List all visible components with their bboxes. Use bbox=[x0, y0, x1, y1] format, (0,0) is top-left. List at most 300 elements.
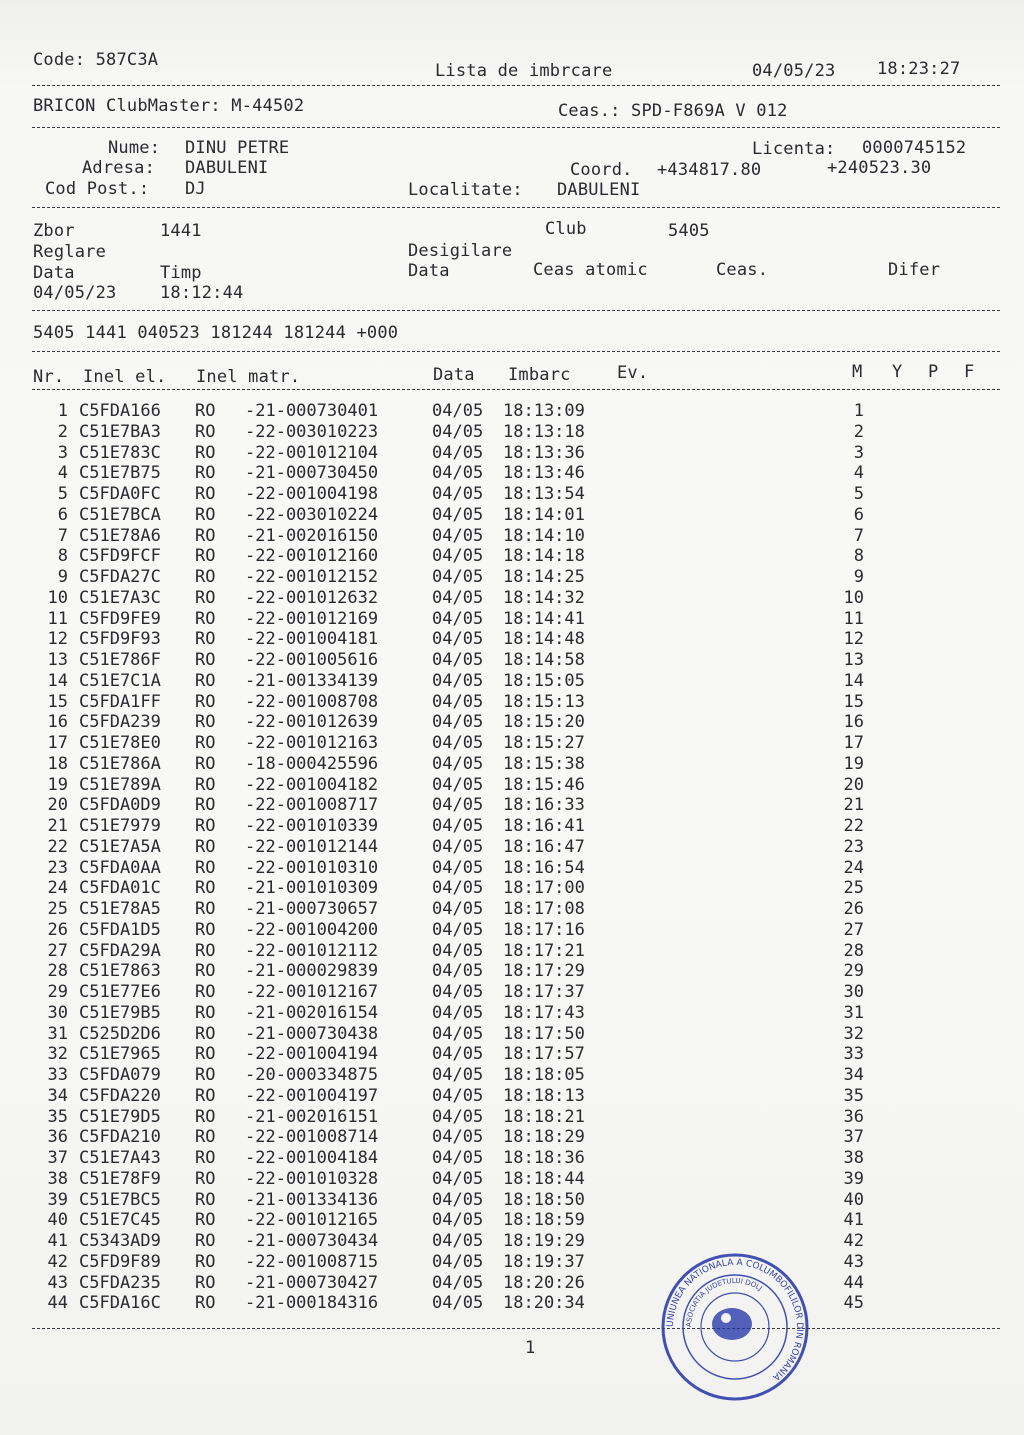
code-label: Code: 587C3A bbox=[33, 50, 159, 70]
ring-number: -22-001008715 bbox=[245, 1251, 379, 1272]
owner-address: DABULENI bbox=[185, 158, 269, 178]
row-number: 12 bbox=[47, 629, 68, 650]
arrival-time: 18:16:47 bbox=[503, 836, 585, 857]
table-row bbox=[0, 422, 1024, 443]
difer-label: Difer bbox=[888, 260, 941, 280]
position-m: 5 bbox=[853, 484, 864, 504]
row-number: 5 bbox=[57, 484, 68, 504]
arrival-date: 04/05 bbox=[432, 1002, 484, 1023]
address-label: Adresa: bbox=[82, 158, 156, 178]
arrival-time: 18:14:41 bbox=[503, 608, 585, 629]
electronic-ring: C51E7A43 bbox=[79, 1148, 161, 1168]
country-code: RO bbox=[195, 1168, 216, 1189]
arrival-date: 04/05 bbox=[432, 857, 484, 878]
table-row bbox=[0, 1086, 1024, 1107]
table-row bbox=[0, 837, 1024, 858]
arrival-time: 18:13:18 bbox=[503, 421, 585, 442]
row-number: 37 bbox=[47, 1148, 68, 1168]
header-time: 18:23:27 bbox=[877, 59, 961, 79]
row-number: 25 bbox=[47, 899, 68, 919]
electronic-ring: C51E7B75 bbox=[79, 463, 161, 484]
arrival-time: 18:19:37 bbox=[503, 1251, 585, 1272]
arrival-date: 04/05 bbox=[432, 1210, 484, 1231]
electronic-ring: C51E7965 bbox=[79, 1044, 161, 1065]
country-code: RO bbox=[195, 857, 216, 878]
table-row bbox=[0, 920, 1024, 941]
ring-number: -21-000184316 bbox=[245, 1293, 379, 1314]
device-label: BRICON ClubMaster: M-44502 bbox=[33, 96, 305, 116]
table-row bbox=[0, 526, 1024, 547]
row-number: 33 bbox=[47, 1065, 68, 1085]
position-m: 12 bbox=[843, 629, 864, 650]
row-number: 6 bbox=[57, 504, 68, 525]
table-row bbox=[0, 941, 1024, 962]
country-code: RO bbox=[195, 1106, 216, 1127]
row-number: 24 bbox=[47, 878, 68, 899]
divider bbox=[32, 1328, 1000, 1329]
row-number: 16 bbox=[47, 712, 68, 733]
electronic-ring: C5FD9FCF bbox=[79, 546, 161, 567]
ring-number: -22-001012632 bbox=[245, 587, 379, 608]
electronic-ring: C51E78F9 bbox=[79, 1168, 161, 1189]
country-code: RO bbox=[195, 525, 216, 546]
ring-number: -22-001012112 bbox=[245, 940, 379, 961]
position-m: 28 bbox=[843, 940, 864, 961]
arrival-date: 04/05 bbox=[432, 733, 484, 753]
ring-number: -22-001012165 bbox=[245, 1210, 379, 1231]
owner-postcode: DJ bbox=[185, 179, 206, 199]
ring-number: -22-001012639 bbox=[245, 712, 379, 733]
position-m: 7 bbox=[853, 525, 864, 546]
electronic-ring: C5FDA239 bbox=[79, 712, 161, 733]
country-code: RO bbox=[195, 650, 216, 670]
row-number: 31 bbox=[47, 1023, 68, 1044]
arrival-date: 04/05 bbox=[432, 1168, 484, 1189]
ring-number: -21-002016150 bbox=[245, 525, 379, 546]
ring-number: -22-001004194 bbox=[245, 1044, 379, 1065]
col-header-imbarc: Imbarc bbox=[508, 365, 571, 385]
ring-number: -21-000730438 bbox=[245, 1023, 379, 1044]
table-row bbox=[0, 629, 1024, 650]
arrival-time: 18:13:09 bbox=[503, 401, 585, 421]
position-m: 24 bbox=[843, 857, 864, 878]
row-number: 43 bbox=[47, 1272, 68, 1293]
arrival-time: 18:17:08 bbox=[503, 899, 585, 919]
arrival-date: 04/05 bbox=[432, 629, 484, 650]
country-code: RO bbox=[195, 546, 216, 567]
table-row bbox=[0, 1252, 1024, 1273]
arrival-time: 18:15:13 bbox=[503, 691, 585, 712]
position-m: 31 bbox=[843, 1002, 864, 1023]
table-row bbox=[0, 588, 1024, 609]
arrival-date: 04/05 bbox=[432, 421, 484, 442]
electronic-ring: C5FDA210 bbox=[79, 1127, 161, 1148]
zbor-value: 1441 bbox=[160, 221, 202, 241]
country-code: RO bbox=[195, 1148, 216, 1168]
document-title: Lista de imbrcare bbox=[435, 61, 613, 81]
electronic-ring: C5FD9F93 bbox=[79, 629, 161, 650]
country-code: RO bbox=[195, 1127, 216, 1148]
ring-number: -22-001010328 bbox=[245, 1168, 379, 1189]
arrival-date: 04/05 bbox=[432, 691, 484, 712]
country-code: RO bbox=[195, 878, 216, 899]
arrival-date: 04/05 bbox=[432, 712, 484, 733]
row-number: 3 bbox=[57, 442, 68, 463]
table-row bbox=[0, 899, 1024, 920]
data2-label: Data bbox=[408, 261, 450, 281]
electronic-ring: C51E7BC5 bbox=[79, 1189, 161, 1210]
position-m: 23 bbox=[843, 836, 864, 857]
row-number: 14 bbox=[47, 670, 68, 691]
country-code: RO bbox=[195, 421, 216, 442]
table-row bbox=[0, 816, 1024, 837]
ring-number: -22-001012163 bbox=[245, 733, 379, 753]
arrival-date: 04/05 bbox=[432, 836, 484, 857]
arrival-date: 04/05 bbox=[432, 899, 484, 919]
arrival-date: 04/05 bbox=[432, 1065, 484, 1085]
stamp-outer-text: UNIUNEA NATIONALA A COLUMBOFILILOR DIN ROMANIA bbox=[665, 1257, 805, 1382]
position-m: 37 bbox=[843, 1127, 864, 1148]
club-label: Club bbox=[545, 219, 587, 239]
table-row bbox=[0, 609, 1024, 630]
col-header-m: M bbox=[852, 362, 863, 382]
electronic-ring: C51E7C1A bbox=[79, 670, 161, 691]
arrival-time: 18:16:41 bbox=[503, 816, 585, 836]
table-row bbox=[0, 1148, 1024, 1169]
ring-number: -18-000425596 bbox=[245, 753, 379, 774]
row-number: 23 bbox=[47, 857, 68, 878]
ceas-label: Ceas. bbox=[716, 260, 769, 280]
coord-label: Coord. bbox=[570, 160, 633, 180]
country-code: RO bbox=[195, 795, 216, 816]
divider bbox=[32, 127, 1000, 128]
ring-number: -22-001004184 bbox=[245, 1148, 379, 1168]
country-code: RO bbox=[195, 774, 216, 795]
electronic-ring: C5FDA166 bbox=[79, 401, 161, 421]
electronic-ring: C5FDA01C bbox=[79, 878, 161, 899]
arrival-time: 18:20:34 bbox=[503, 1293, 585, 1314]
ring-number: -22-001010310 bbox=[245, 857, 379, 878]
position-m: 9 bbox=[853, 567, 864, 587]
arrival-date: 04/05 bbox=[432, 463, 484, 484]
arrival-time: 18:17:50 bbox=[503, 1023, 585, 1044]
country-code: RO bbox=[195, 1044, 216, 1065]
electronic-ring: C51E7979 bbox=[79, 816, 161, 836]
electronic-ring: C5FDA220 bbox=[79, 1085, 161, 1106]
arrival-date: 04/05 bbox=[432, 650, 484, 670]
arrival-date: 04/05 bbox=[432, 1293, 484, 1314]
timp-label: Timp bbox=[160, 263, 202, 283]
row-number: 22 bbox=[47, 836, 68, 857]
divider bbox=[32, 351, 1000, 352]
arrival-date: 04/05 bbox=[432, 878, 484, 899]
ring-number: -22-001005616 bbox=[245, 650, 379, 670]
table-row bbox=[0, 1044, 1024, 1065]
arrival-time: 18:14:48 bbox=[503, 629, 585, 650]
ring-number: -22-001008708 bbox=[245, 691, 379, 712]
arrival-time: 18:14:58 bbox=[503, 650, 585, 670]
ring-number: -22-001012144 bbox=[245, 836, 379, 857]
arrival-date: 04/05 bbox=[432, 567, 484, 587]
row-number: 1 bbox=[57, 401, 68, 421]
arrival-time: 18:18:50 bbox=[503, 1189, 585, 1210]
arrival-time: 18:18:36 bbox=[503, 1148, 585, 1168]
table-row bbox=[0, 671, 1024, 692]
arrival-date: 04/05 bbox=[432, 1106, 484, 1127]
ring-number: -22-001012167 bbox=[245, 982, 379, 1002]
table-row bbox=[0, 692, 1024, 713]
electronic-ring: C51E7863 bbox=[79, 961, 161, 982]
ring-number: -22-001010339 bbox=[245, 816, 379, 836]
row-number: 32 bbox=[47, 1044, 68, 1065]
arrival-time: 18:13:46 bbox=[503, 463, 585, 484]
row-number: 34 bbox=[47, 1085, 68, 1106]
col-header-nr: Nr. bbox=[33, 367, 65, 387]
electronic-ring: C51E7A5A bbox=[79, 836, 161, 857]
zbor-label: Zbor bbox=[33, 221, 75, 241]
coord-lat: +434817.80 bbox=[657, 160, 762, 180]
table-row bbox=[0, 443, 1024, 464]
arrival-date: 04/05 bbox=[432, 401, 484, 421]
row-number: 30 bbox=[47, 1002, 68, 1023]
arrival-date: 04/05 bbox=[432, 1231, 484, 1251]
arrival-time: 18:17:29 bbox=[503, 961, 585, 982]
row-number: 13 bbox=[47, 650, 68, 670]
ring-number: -22-001008717 bbox=[245, 795, 379, 816]
row-number: 18 bbox=[47, 753, 68, 774]
col-header-y: Y bbox=[892, 362, 903, 382]
arrival-time: 18:14:18 bbox=[503, 546, 585, 567]
table-row bbox=[0, 650, 1024, 671]
ring-number: -22-001012152 bbox=[245, 567, 379, 587]
arrival-time: 18:17:00 bbox=[503, 878, 585, 899]
row-number: 19 bbox=[47, 774, 68, 795]
electronic-ring: C51E78A6 bbox=[79, 525, 161, 546]
arrival-date: 04/05 bbox=[432, 795, 484, 816]
ring-number: -21-002016154 bbox=[245, 1002, 379, 1023]
table-row bbox=[0, 712, 1024, 733]
table-row bbox=[0, 1190, 1024, 1211]
arrival-date: 04/05 bbox=[432, 608, 484, 629]
position-m: 20 bbox=[843, 774, 864, 795]
table-row bbox=[0, 1273, 1024, 1294]
electronic-ring: C5343AD9 bbox=[79, 1231, 161, 1251]
electronic-ring: C5FDA0AA bbox=[79, 857, 161, 878]
arrival-date: 04/05 bbox=[432, 1251, 484, 1272]
club-value: 5405 bbox=[668, 221, 710, 241]
arrival-date: 04/05 bbox=[432, 774, 484, 795]
country-code: RO bbox=[195, 463, 216, 484]
electronic-ring: C51E783C bbox=[79, 442, 161, 463]
country-code: RO bbox=[195, 1002, 216, 1023]
electronic-ring: C5FDA0FC bbox=[79, 484, 161, 504]
reglare-date: 04/05/23 bbox=[33, 283, 117, 303]
electronic-ring: C5FDA235 bbox=[79, 1272, 161, 1293]
divider bbox=[32, 310, 1000, 311]
ring-number: -22-003010223 bbox=[245, 421, 379, 442]
electronic-ring: C51E77E6 bbox=[79, 982, 161, 1002]
col-header-data: Data bbox=[433, 365, 475, 385]
locality-label: Localitate: bbox=[408, 180, 523, 200]
electronic-ring: C5FDA29A bbox=[79, 940, 161, 961]
table-row bbox=[0, 1210, 1024, 1231]
row-number: 27 bbox=[47, 940, 68, 961]
stamp-inner-text: ASOCIATIA JUDETULUI DOLJ bbox=[684, 1276, 764, 1328]
country-code: RO bbox=[195, 504, 216, 525]
col-header-inel-el: Inel el. bbox=[83, 367, 167, 387]
ring-number: -21-001010309 bbox=[245, 878, 379, 899]
position-m: 35 bbox=[843, 1085, 864, 1106]
row-number: 29 bbox=[47, 982, 68, 1002]
table-row bbox=[0, 1065, 1024, 1086]
position-m: 2 bbox=[853, 421, 864, 442]
electronic-ring: C51E7BCA bbox=[79, 504, 161, 525]
position-m: 38 bbox=[843, 1148, 864, 1168]
table-row bbox=[0, 733, 1024, 754]
country-code: RO bbox=[195, 712, 216, 733]
electronic-ring: C51E7C45 bbox=[79, 1210, 161, 1231]
flight-summary-line: 5405 1441 040523 181244 181244 +000 bbox=[33, 323, 399, 343]
country-code: RO bbox=[195, 629, 216, 650]
row-number: 7 bbox=[57, 525, 68, 546]
arrival-time: 18:18:29 bbox=[503, 1127, 585, 1148]
arrival-time: 18:13:54 bbox=[503, 484, 585, 504]
table-row bbox=[0, 1293, 1024, 1314]
ring-number: -22-001004198 bbox=[245, 484, 379, 504]
row-number: 44 bbox=[47, 1293, 68, 1314]
ring-number: -21-000730401 bbox=[245, 401, 379, 421]
country-code: RO bbox=[195, 733, 216, 753]
table-row bbox=[0, 1169, 1024, 1190]
row-number: 20 bbox=[47, 795, 68, 816]
arrival-time: 18:15:38 bbox=[503, 753, 585, 774]
country-code: RO bbox=[195, 1085, 216, 1106]
row-number: 15 bbox=[47, 691, 68, 712]
country-code: RO bbox=[195, 587, 216, 608]
position-m: 42 bbox=[843, 1231, 864, 1251]
arrival-date: 04/05 bbox=[432, 1023, 484, 1044]
page-number: 1 bbox=[525, 1338, 536, 1358]
row-number: 28 bbox=[47, 961, 68, 982]
table-row bbox=[0, 1024, 1024, 1045]
owner-name: DINU PETRE bbox=[185, 138, 290, 158]
country-code: RO bbox=[195, 753, 216, 774]
electronic-ring: C51E786A bbox=[79, 753, 161, 774]
row-number: 11 bbox=[47, 608, 68, 629]
license-number: 0000745152 bbox=[862, 138, 967, 158]
table-row bbox=[0, 961, 1024, 982]
arrival-date: 04/05 bbox=[432, 546, 484, 567]
license-label: Licenta: bbox=[752, 139, 836, 159]
position-m: 27 bbox=[843, 919, 864, 940]
country-code: RO bbox=[195, 961, 216, 982]
arrival-time: 18:17:16 bbox=[503, 919, 585, 940]
arrival-time: 18:18:21 bbox=[503, 1106, 585, 1127]
club-stamp bbox=[660, 1252, 810, 1402]
arrival-date: 04/05 bbox=[432, 1085, 484, 1106]
position-m: 36 bbox=[843, 1106, 864, 1127]
arrival-date: 04/05 bbox=[432, 1148, 484, 1168]
arrival-time: 18:18:05 bbox=[503, 1065, 585, 1085]
country-code: RO bbox=[195, 484, 216, 504]
ring-number: -21-000029839 bbox=[245, 961, 379, 982]
ring-number: -21-002016151 bbox=[245, 1106, 379, 1127]
position-m: 26 bbox=[843, 899, 864, 919]
position-m: 15 bbox=[843, 691, 864, 712]
position-m: 43 bbox=[843, 1251, 864, 1272]
arrival-time: 18:15:05 bbox=[503, 670, 585, 691]
arrival-time: 18:18:59 bbox=[503, 1210, 585, 1231]
position-m: 11 bbox=[843, 608, 864, 629]
arrival-time: 18:13:36 bbox=[503, 442, 585, 463]
table-row bbox=[0, 463, 1024, 484]
col-header-f: F bbox=[964, 362, 975, 382]
table-row bbox=[0, 1231, 1024, 1252]
electronic-ring: C5FDA0D9 bbox=[79, 795, 161, 816]
table-row bbox=[0, 505, 1024, 526]
country-code: RO bbox=[195, 1251, 216, 1272]
position-m: 16 bbox=[843, 712, 864, 733]
country-code: RO bbox=[195, 567, 216, 587]
ring-number: -21-001334136 bbox=[245, 1189, 379, 1210]
country-code: RO bbox=[195, 442, 216, 463]
reglare-time: 18:12:44 bbox=[160, 283, 244, 303]
ring-number: -22-003010224 bbox=[245, 504, 379, 525]
electronic-ring: C5FDA27C bbox=[79, 567, 161, 587]
reglare-label: Reglare bbox=[33, 242, 107, 262]
ring-number: -22-001004181 bbox=[245, 629, 379, 650]
locality-value: DABULENI bbox=[557, 180, 641, 200]
position-m: 25 bbox=[843, 878, 864, 899]
ring-number: -20-000334875 bbox=[245, 1065, 379, 1085]
row-number: 26 bbox=[47, 919, 68, 940]
arrival-time: 18:18:13 bbox=[503, 1085, 585, 1106]
electronic-ring: C51E7BA3 bbox=[79, 421, 161, 442]
name-label: Nume: bbox=[108, 138, 161, 158]
divider bbox=[32, 85, 1000, 86]
arrival-date: 04/05 bbox=[432, 982, 484, 1002]
position-m: 14 bbox=[843, 670, 864, 691]
electronic-ring: C5FD9F89 bbox=[79, 1251, 161, 1272]
row-number: 40 bbox=[47, 1210, 68, 1231]
arrival-date: 04/05 bbox=[432, 525, 484, 546]
arrival-time: 18:19:29 bbox=[503, 1231, 585, 1251]
country-code: RO bbox=[195, 691, 216, 712]
position-m: 22 bbox=[843, 816, 864, 836]
electronic-ring: C51E78A5 bbox=[79, 899, 161, 919]
position-m: 10 bbox=[843, 587, 864, 608]
row-number: 17 bbox=[47, 733, 68, 753]
arrival-date: 04/05 bbox=[432, 1189, 484, 1210]
row-number: 39 bbox=[47, 1189, 68, 1210]
arrival-time: 18:16:33 bbox=[503, 795, 585, 816]
arrival-date: 04/05 bbox=[432, 587, 484, 608]
position-m: 30 bbox=[843, 982, 864, 1002]
position-m: 44 bbox=[843, 1272, 864, 1293]
col-header-inel-matr: Inel matr. bbox=[196, 367, 301, 387]
country-code: RO bbox=[195, 919, 216, 940]
table-row bbox=[0, 858, 1024, 879]
table-row bbox=[0, 1003, 1024, 1024]
arrival-time: 18:16:54 bbox=[503, 857, 585, 878]
arrival-time: 18:14:32 bbox=[503, 587, 585, 608]
arrival-date: 04/05 bbox=[432, 753, 484, 774]
country-code: RO bbox=[195, 982, 216, 1002]
row-number: 4 bbox=[57, 463, 68, 484]
arrival-time: 18:20:26 bbox=[503, 1272, 585, 1293]
arrival-time: 18:17:21 bbox=[503, 940, 585, 961]
arrival-time: 18:17:43 bbox=[503, 1002, 585, 1023]
